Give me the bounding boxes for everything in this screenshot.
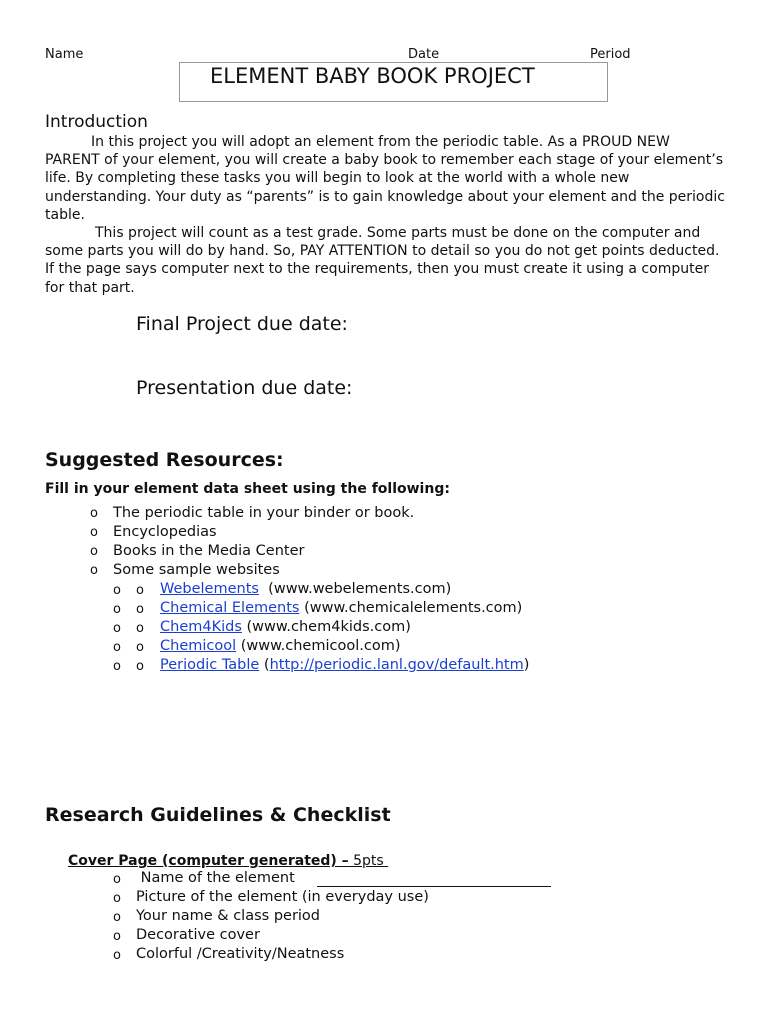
intro-paragraph-2: This project will count as a test grade. Some parts must be done on the computer and some parts you will do by hand. So, PAY ATTENTION to detail so you do not get points deducted. If the page says computer next to the requirements, then you must create it using a computer for that part. bbox=[45, 225, 720, 296]
website-url: (www.chem4kids.com) bbox=[241, 619, 411, 635]
bullet-icon: o bbox=[136, 621, 144, 636]
chemical-elements-link[interactable]: Chemical Elements bbox=[160, 600, 300, 616]
list-item: Encyclopedias bbox=[113, 524, 217, 540]
resources-instruction: Fill in your element data sheet using the following: bbox=[45, 481, 450, 497]
chemicool-link[interactable]: Chemicool bbox=[160, 638, 237, 654]
checklist-item: Your name & class period bbox=[136, 908, 321, 924]
checklist-item: Decorative cover bbox=[136, 927, 260, 943]
website-url: (www.chemicalelements.com) bbox=[299, 600, 523, 616]
bullet-icon: o bbox=[113, 910, 121, 925]
bullet-icon: o bbox=[90, 544, 98, 559]
bullet-icon: o bbox=[113, 659, 121, 674]
website-item bbox=[160, 638, 400, 654]
list-item: Some sample websites bbox=[113, 562, 280, 578]
element-name-blank-line bbox=[317, 886, 551, 887]
page-title: ELEMENT BABY BOOK PROJECT bbox=[210, 64, 535, 88]
bullet-icon: o bbox=[113, 891, 121, 906]
intro-paragraph-1: In this project you will adopt an element from the periodic table. As a PROUD NEW PARENT of your element, you will create a baby book to remember each stage of your element’s life. By completing these tasks you will begin to look at the world with a whole new understanding. Your duty as “parents” is to gain knowledge about your element and the periodic table. bbox=[45, 134, 725, 223]
list-item: Books in the Media Center bbox=[113, 543, 305, 559]
date-label: Date bbox=[408, 47, 440, 62]
name-label: Name bbox=[45, 47, 84, 62]
title-box bbox=[179, 62, 608, 102]
webelements-link[interactable]: Webelements bbox=[160, 581, 259, 597]
checklist-item: Colorful /Creativity/Neatness bbox=[136, 946, 345, 962]
cover-page-points: 5pts bbox=[348, 853, 389, 869]
checklist-item: Picture of the element (in everyday use) bbox=[136, 889, 429, 905]
list-item: The periodic table in your binder or book. bbox=[113, 505, 415, 521]
bullet-icon: o bbox=[136, 659, 144, 674]
resources-heading: Suggested Resources: bbox=[45, 449, 284, 471]
cover-page-requirement bbox=[68, 853, 388, 869]
website-item bbox=[160, 657, 529, 673]
bullet-icon: o bbox=[90, 563, 98, 578]
presentation-due-date: Presentation due date: bbox=[136, 377, 353, 399]
introduction-heading: Introduction bbox=[45, 112, 148, 132]
website-item bbox=[160, 581, 451, 597]
bullet-icon: o bbox=[113, 929, 121, 944]
bullet-icon: o bbox=[113, 602, 121, 617]
bullet-icon: o bbox=[136, 583, 144, 598]
website-url: (www.chemicool.com) bbox=[236, 638, 401, 654]
bullet-icon: o bbox=[113, 872, 121, 887]
periodic-table-link[interactable]: Periodic Table bbox=[160, 657, 260, 673]
website-item bbox=[160, 600, 522, 616]
cover-page-label: Cover Page (computer generated) – bbox=[68, 853, 349, 869]
bullet-icon: o bbox=[113, 621, 121, 636]
chem4kids-link[interactable]: Chem4Kids bbox=[160, 619, 242, 635]
checklist-item: Name of the element bbox=[136, 870, 295, 886]
bullet-icon: o bbox=[90, 506, 98, 521]
bullet-icon: o bbox=[136, 602, 144, 617]
bullet-icon: o bbox=[113, 640, 121, 655]
website-paren-close: ) bbox=[523, 657, 530, 673]
bullet-icon: o bbox=[90, 525, 98, 540]
website-paren-open: ( bbox=[259, 657, 270, 673]
website-item bbox=[160, 619, 411, 635]
period-label: Period bbox=[590, 47, 631, 62]
bullet-icon: o bbox=[113, 948, 121, 963]
periodic-lanl-url-link[interactable]: http://periodic.lanl.gov/default.htm bbox=[269, 657, 524, 673]
research-heading: Research Guidelines & Checklist bbox=[45, 804, 391, 826]
final-due-date: Final Project due date: bbox=[136, 313, 348, 335]
bullet-icon: o bbox=[136, 640, 144, 655]
website-url: (www.webelements.com) bbox=[258, 581, 452, 597]
bullet-icon: o bbox=[113, 583, 121, 598]
